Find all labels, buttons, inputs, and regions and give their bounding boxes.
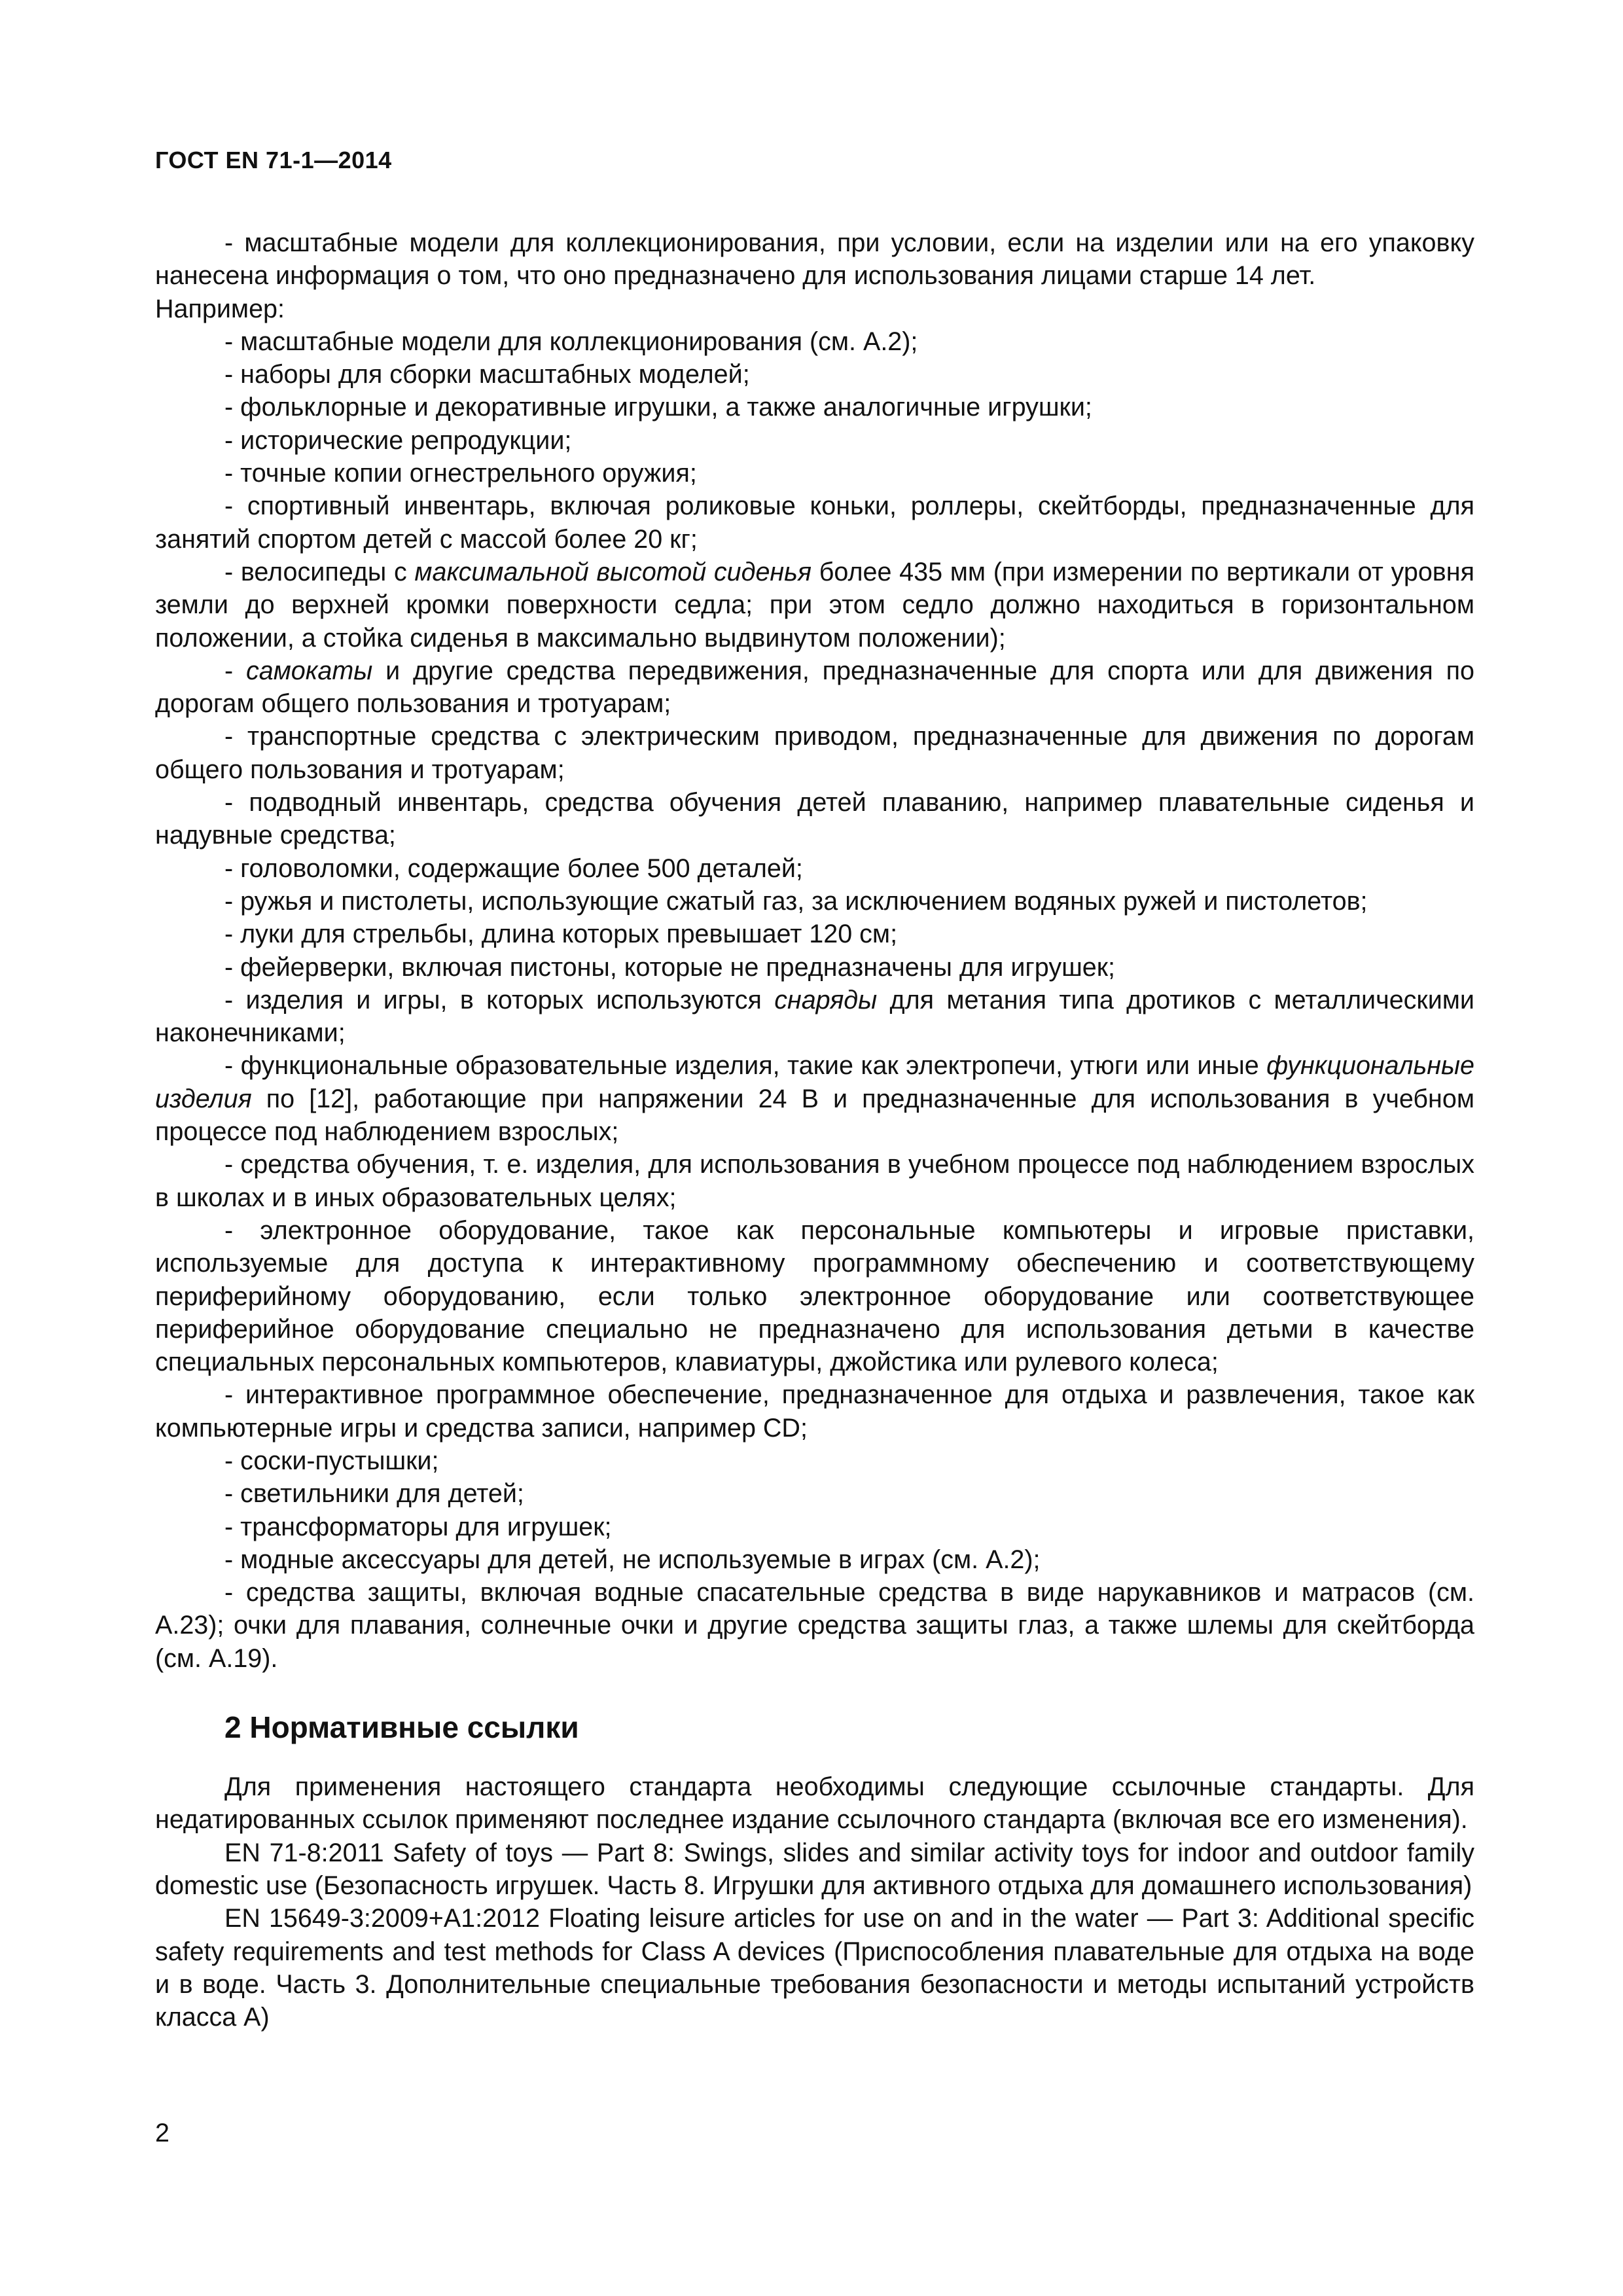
list-item-text: - модные аксессуары для детей, не используемые в играх (см. А.2);	[224, 1545, 1041, 1574]
list-item	[155, 720, 1474, 786]
list-item-text: более 435 мм (при измерении по вертикали от уровня земли до верхней кромки поверхности седла; при этом седло должно находиться в горизонтальном положении, а стойка сиденья в максимально выдвинутом положении);	[155, 557, 1474, 653]
list-item	[155, 457, 1474, 490]
list-item-text: по [12], работающие при напряжении 24 В и предназначенные для использования в учебном процессе под наблюдением взрослых;	[155, 1084, 1474, 1147]
list-item	[155, 325, 1474, 358]
list-item	[155, 1214, 1474, 1378]
list-item	[155, 655, 1474, 721]
standard-code-header: ГОСТ EN 71-1—2014	[155, 147, 392, 173]
list-item-text: и другие средства передвижения, предназначенные для спорта или для движения по дорогам общего пользования и тротуарам;	[155, 656, 1474, 719]
reference-en15649-3: EN 15649-3:2009+A1:2012 Floating leisure articles for use on and in the water — Part 3: Additional specific safety requirements and test methods for Class A devices (Приспособления плавательные для отдыха на воде и в воде. Часть 3. Дополнительные специальные требования безопасности и методы испытаний устройств класса А)	[155, 1904, 1474, 2032]
list-item	[155, 918, 1474, 950]
page-number: 2	[155, 2119, 169, 2147]
list-item-text: - интерактивное программное обеспечение, предназначенное для отдыха и развлечения, такое как компьютерные игры и средства записи, например CD;	[155, 1380, 1474, 1443]
section-heading: 2 Нормативные ссылки	[224, 1710, 579, 1745]
list-item	[155, 1444, 1474, 1477]
document-body	[155, 226, 1474, 2034]
list-item-text: -	[224, 656, 246, 685]
list-item	[155, 1378, 1474, 1444]
list-item	[155, 852, 1474, 885]
example-label: Например:	[155, 294, 285, 323]
list-item-text: - светильники для детей;	[224, 1479, 524, 1509]
list-item-text: - изделия и игры, в которых используются	[224, 985, 775, 1014]
list-item	[155, 1148, 1474, 1214]
list-item-text: - электронное оборудование, такое как персональные компьютеры и игровые приставки, используемые для доступа к интерактивному программному обеспечению и соответствующему периферийному оборудованию, если только электронное оборудование или соответствующее периферийное оборудование специально не предназначено для использования детьми в качестве специальных персональных компьютеров, клавиатуры, джойстика или рулевого колеса;	[155, 1215, 1474, 1377]
list-item-text: для метания типа дротиков с металлическими наконечниками;	[155, 985, 1474, 1048]
defined-term: снаряды	[774, 985, 878, 1014]
intro-paragraph: - масштабные модели для коллекционирования, при условии, если на изделии или на его упаковку нанесена информация о том, что оно предназначено для использования лицами старше 14 лет.	[155, 228, 1474, 291]
list-item-text: - велосипеды с	[224, 557, 415, 586]
list-item-text: - средства обучения, т. е. изделия, для использования в учебном процессе под наблюдением взрослых в школах и в иных образовательных целях;	[155, 1150, 1474, 1212]
list-item	[155, 556, 1474, 655]
list-item-text: - точные копии огнестрельного оружия;	[224, 459, 697, 488]
list-item-text: - головоломки, содержащие более 500 деталей;	[224, 853, 803, 883]
list-item	[155, 490, 1474, 556]
list-item-text: - фольклорные и декоративные игрушки, а также аналогичные игрушки;	[224, 393, 1092, 422]
defined-term: функциональные изделия	[155, 1051, 1474, 1113]
defined-term: самокаты	[245, 656, 373, 685]
list-item	[155, 1543, 1474, 1576]
list-item-text: - функциональные образовательные изделия, такие как электропечи, утюги или иные	[224, 1051, 1267, 1081]
list-item	[155, 1511, 1474, 1543]
list-item	[155, 885, 1474, 918]
list-item	[155, 391, 1474, 423]
list-item	[155, 1576, 1474, 1675]
list-item	[155, 786, 1474, 852]
list-item-text: - подводный инвентарь, средства обучения детей плаванию, например плавательные сиденья и надувные средства;	[155, 788, 1474, 850]
list-item-text: - луки для стрельбы, длина которых превышает 120 см;	[224, 920, 898, 949]
list-item	[155, 358, 1474, 391]
list-item-text: - средства защиты, включая водные спасательные средства в виде нарукавников и матрасов (см. А.23); очки для плавания, солнечные очки и другие средства защиты глаз, а также шлемы для скейтборда (см. А.19).	[155, 1578, 1474, 1673]
list-item	[155, 1477, 1474, 1510]
reference-en71-8: EN 71-8:2011 Safety of toys — Part 8: Swings, slides and similar activity toys for indoor and outdoor family domestic use (Безопасность игрушек. Часть 8. Игрушки для активного отдыха для домашнего использования)	[155, 1838, 1474, 1900]
list-item-text: - соски-пустышки;	[224, 1446, 439, 1475]
list-item	[155, 984, 1474, 1050]
references-intro-paragraph: Для применения настоящего стандарта необходимы следующие ссылочные стандарты. Для недатированных ссылок применяют последнее издание ссылочного стандарта (включая все его изменения).	[155, 1772, 1474, 1835]
list-item	[155, 424, 1474, 457]
list-item-text: - спортивный инвентарь, включая роликовые коньки, роллеры, скейтборды, предназначенные для занятий спортом детей с массой более 20 кг;	[155, 492, 1474, 554]
defined-term: максимальной высотой сиденья	[414, 557, 812, 586]
list-item-text: - трансформаторы для игрушек;	[224, 1512, 612, 1541]
list-item-text: - транспортные средства с электрическим приводом, предназначенные для движения по дорогам общего пользования и тротуарам;	[155, 722, 1474, 784]
list-item	[155, 951, 1474, 984]
list-item-text: - масштабные модели для коллекционирования (см. А.2);	[224, 327, 918, 356]
list-item-text: - фейерверки, включая пистоны, которые не предназначены для игрушек;	[224, 952, 1115, 982]
list-item	[155, 1049, 1474, 1148]
list-item-text: - исторические репродукции;	[224, 425, 572, 455]
exclusion-list	[155, 325, 1474, 1675]
list-item-text: - наборы для сборки масштабных моделей;	[224, 360, 750, 389]
list-item-text: - ружья и пистолеты, использующие сжатый газ, за исключением водяных ружей и пистолетов;	[224, 886, 1368, 916]
